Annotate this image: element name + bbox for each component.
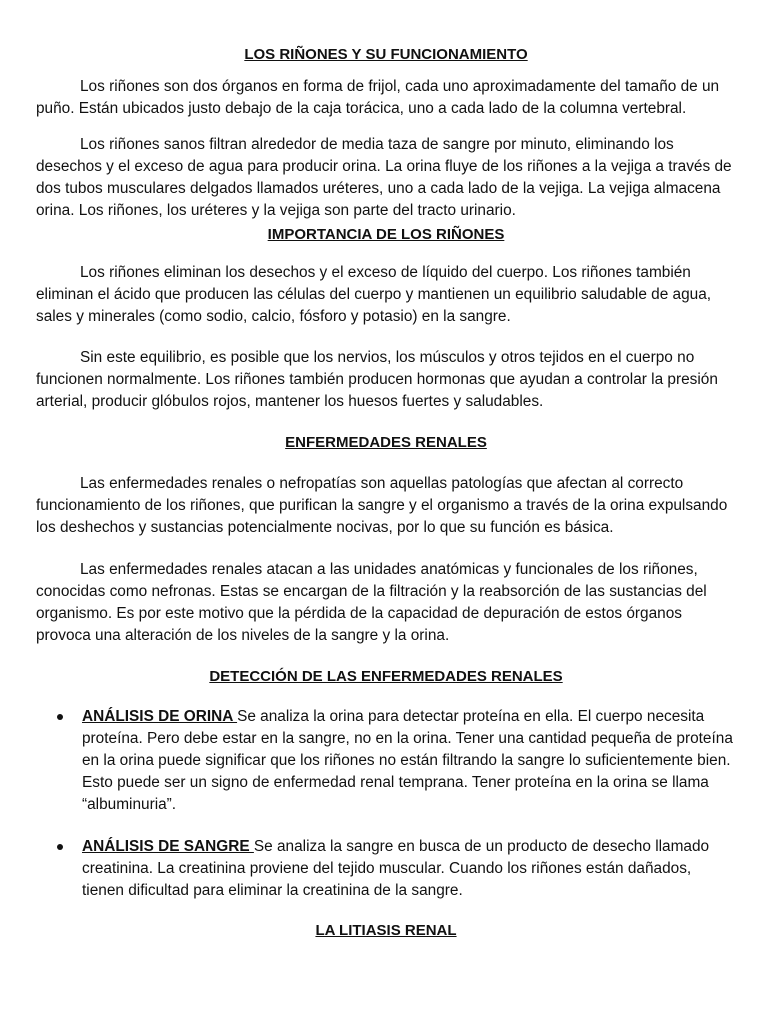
heading-kidney-diseases: ENFERMEDADES RENALES (285, 434, 487, 451)
blood-test-text: Se analiza la sangre en busca de un producto de desecho llamado creatinina. La creatinina proviene del tejido muscular. Cuando los riñones están dañados, tienen dificultad para eliminar la creatinina de la sangre. (82, 838, 710, 899)
paragraph-nephrons: Las enfermedades renales atacan a las unidades anatómicas y funcionales de los riñones, conocidas como nefronas. Estas se encargan de la filtración y la reabsorción de las sustancias del organismo. Es por este motivo que la pérdida de la capacidad de depuración de estos órganos provoca una alteración de los niveles de la sangre y la orina. (36, 561, 707, 644)
term-blood-test: ANÁLISIS DE SANGRE (82, 838, 254, 855)
detection-tests-list (36, 706, 736, 902)
term-urine-test: ANÁLISIS DE ORINA (82, 708, 238, 725)
paragraph-kidneys-balance: Sin este equilibrio, es posible que los nervios, los músculos y otros tejidos en el cuerpo no funcionen normalmente. Los riñones también producen hormonas que ayudan a controlar la presión arterial, producir glóbulos rojos, mantener los huesos fuertes y saludables. (36, 349, 718, 410)
heading-disease-detection: DETECCIÓN DE LAS ENFERMEDADES RENALES (209, 668, 563, 685)
list-item-urine-test (36, 706, 736, 816)
heading-kidney-stones: LA LITIASIS RENAL (315, 922, 457, 939)
urine-test-text: Se analiza la orina para detectar proteína en ella. El cuerpo necesita proteína. Pero debe estar en la sangre, no en la orina. Tener una cantidad pequeña de proteína en la orina puede significar que los riñones no están filtrando la sangre lo suficientemente bien. Esto puede ser un signo de enfermedad renal temprana. Tener proteína en la orina se llama “albuminuria”. (82, 708, 733, 813)
bullet-icon (57, 714, 63, 720)
bullet-icon (57, 844, 63, 850)
paragraph-kidneys-waste: Los riñones eliminan los desechos y el exceso de líquido del cuerpo. Los riñones también eliminan el ácido que producen las células del cuerpo y mantienen un equilibrio saludable de agua, sales y minerales (como sodio, calcio, fósforo y potasio) en la sangre. (36, 264, 712, 325)
paragraph-kidneys-filtering: Los riñones sanos filtran alrededor de media taza de sangre por minuto, eliminando los desechos y el exceso de agua para producir orina. La orina fluye de los riñones a la vejiga a través de dos tubos musculares delgados llamados uréteres, uno a cada lado de la vejiga. La vejiga almacena orina. Los riñones, los uréteres y la vejiga son parte del tracto urinario. (36, 136, 732, 219)
heading-kidneys-importance: IMPORTANCIA DE LOS RIÑONES (267, 226, 505, 243)
paragraph-nephropathies: Las enfermedades renales o nefropatías son aquellas patologías que afectan al correcto funcionamiento de los riñones, que purifican la sangre y el organismo a través de la orina expulsando los deshechos y sustancias potencialmente nocivas, por lo que su función es básica. (36, 475, 728, 536)
paragraph-kidneys-description: Los riñones son dos órganos en forma de frijol, cada uno aproximadamente del tamaño de un puño. Están ubicados justo debajo de la caja torácica, uno a cada lado de la columna vertebral. (36, 78, 720, 117)
heading-kidneys-function: LOS RIÑONES Y SU FUNCIONAMIENTO (244, 46, 528, 63)
list-item-blood-test (36, 836, 736, 902)
document-page (36, 40, 736, 942)
